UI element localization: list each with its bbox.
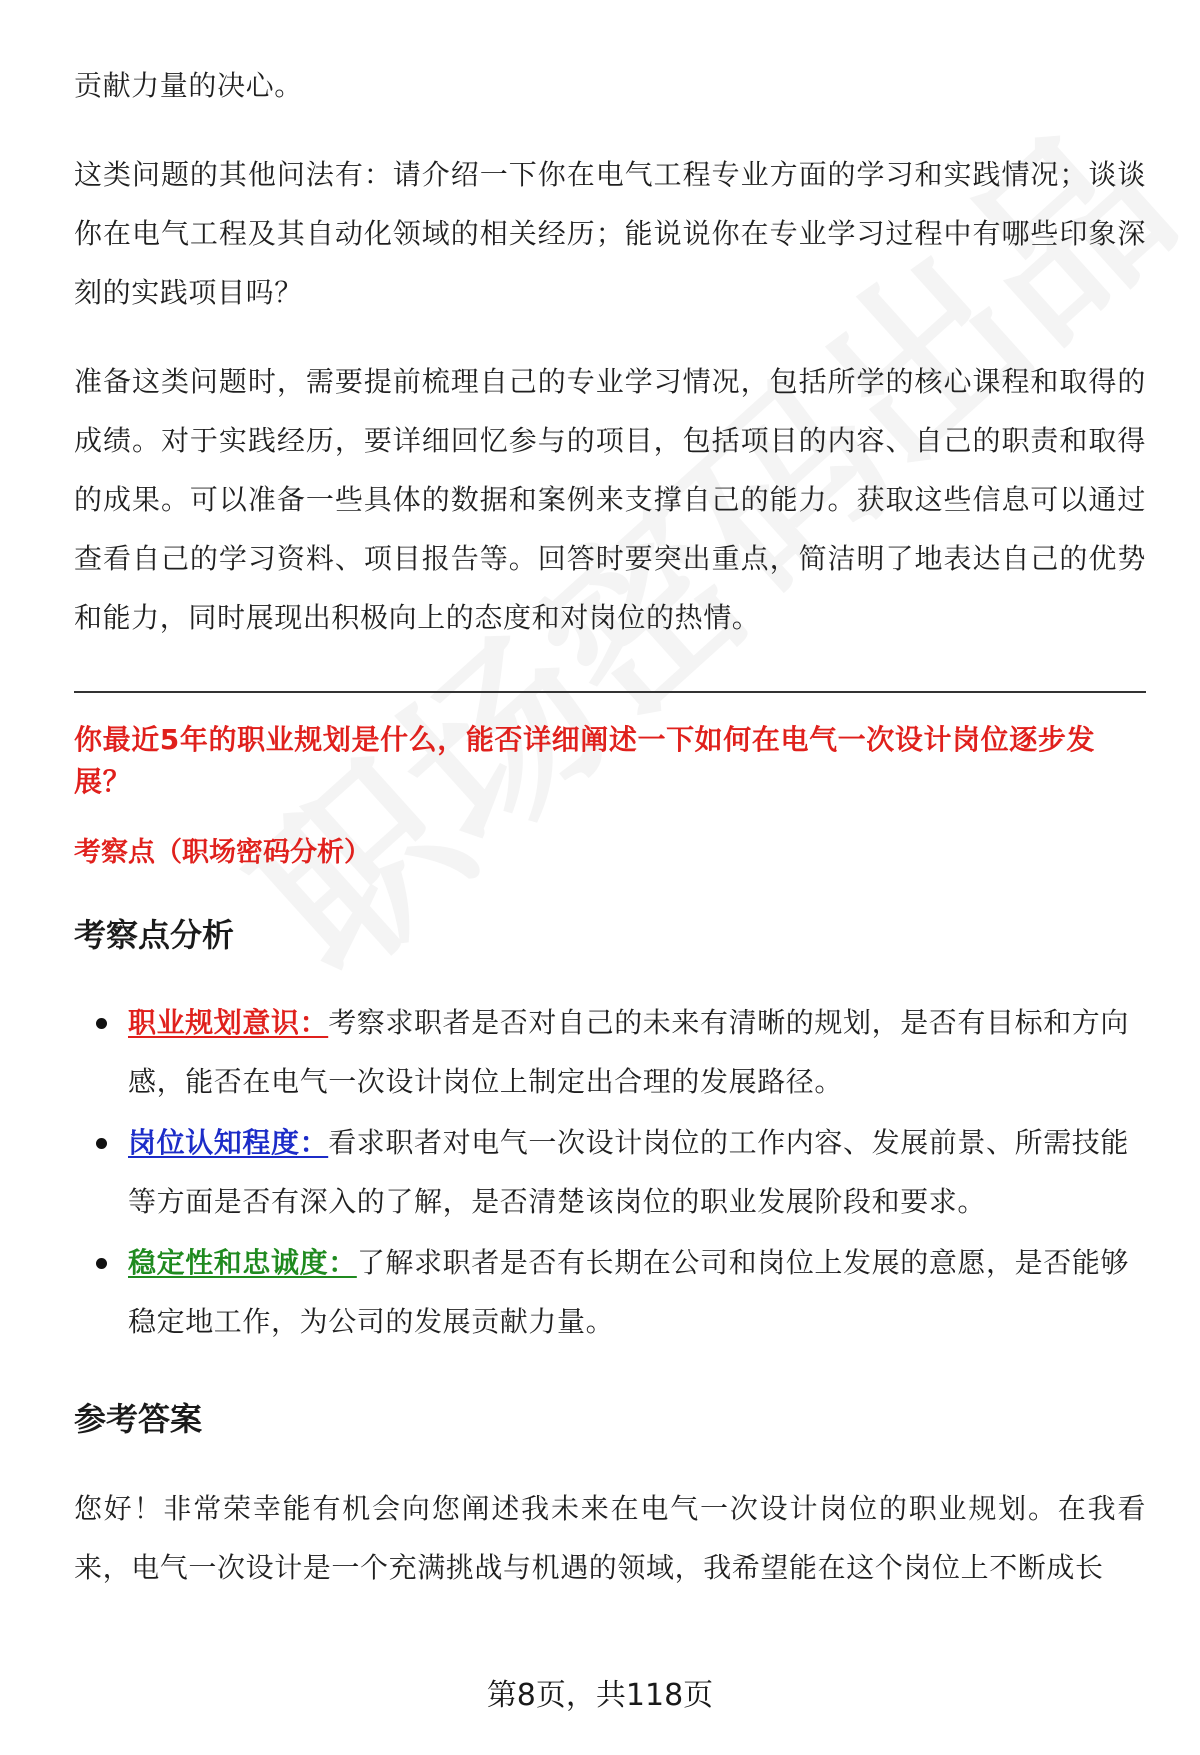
interview-question: 你最近5年的职业规划是什么，能否详细阐述一下如何在电气一次设计岗位逐步发展？ — [74, 723, 1096, 798]
answer-heading: 参考答案 — [74, 1400, 203, 1438]
point-keyword: 稳定性和忠诚度： — [128, 1246, 357, 1279]
page-number: 第8页，共118页 — [486, 1678, 714, 1713]
bullet-icon — [96, 1138, 107, 1149]
bullet-icon — [96, 1258, 107, 1269]
point-keyword: 岗位认知程度： — [128, 1126, 329, 1159]
section-divider — [74, 691, 1146, 693]
analysis-heading: 考察点分析 — [74, 916, 235, 954]
list-item — [74, 993, 1146, 1111]
analysis-points-list — [74, 993, 1146, 1351]
list-item — [74, 1233, 1146, 1351]
point-keyword: 职业规划意识： — [128, 1006, 329, 1039]
exam-point-label: 考察点（职场密码分析） — [74, 837, 371, 868]
point-text: 考察求职者是否对自己的未来有清晰的规划，是否有目标和方向感，能否在电气一次设计岗位上制定出合理的发展路径。 — [128, 1006, 1130, 1098]
point-text: 看求职者对电气一次设计岗位的工作内容、发展前景、所需技能等方面是否有深入的了解，是否清楚该岗位的职业发展阶段和要求。 — [128, 1126, 1130, 1218]
point-text: 了解求职者是否有长期在公司和岗位上发展的意愿，是否能够稳定地工作，为公司的发展贡献力量。 — [128, 1246, 1130, 1338]
preparation-paragraph: 准备这类问题时，需要提前梳理自己的专业学习情况，包括所学的核心课程和取得的成绩。对于实践经历，要详细回忆参与的项目，包括项目的内容、自己的职责和取得的成果。可以准备一些具体的数据和案例来支撑自己的能力。获取这些信息可以通过查看自己的学习资料、项目报告等。回答时要突出重点，简洁明了地表达自己的优势和能力，同时展现出积极向上的态度和对岗位的热情。 — [74, 365, 1146, 634]
answer-paragraph: 您好！非常荣幸能有机会向您阐述我未来在电气一次设计岗位的职业规划。在我看来，电气一次设计是一个充满挑战与机遇的领域，我希望能在这个岗位上不断成长 — [74, 1492, 1146, 1584]
page-content — [74, 56, 1146, 1597]
list-item — [74, 1113, 1146, 1231]
other-questions-paragraph: 这类问题的其他问法有：请介绍一下你在电气工程专业方面的学习和实践情况；谈谈你在电气工程及其自动化领域的相关经历；能说说你在专业学习过程中有哪些印象深刻的实践项目吗？ — [74, 158, 1146, 309]
bullet-icon — [96, 1018, 107, 1029]
continuation-paragraph: 贡献力量的决心。 — [74, 69, 303, 102]
